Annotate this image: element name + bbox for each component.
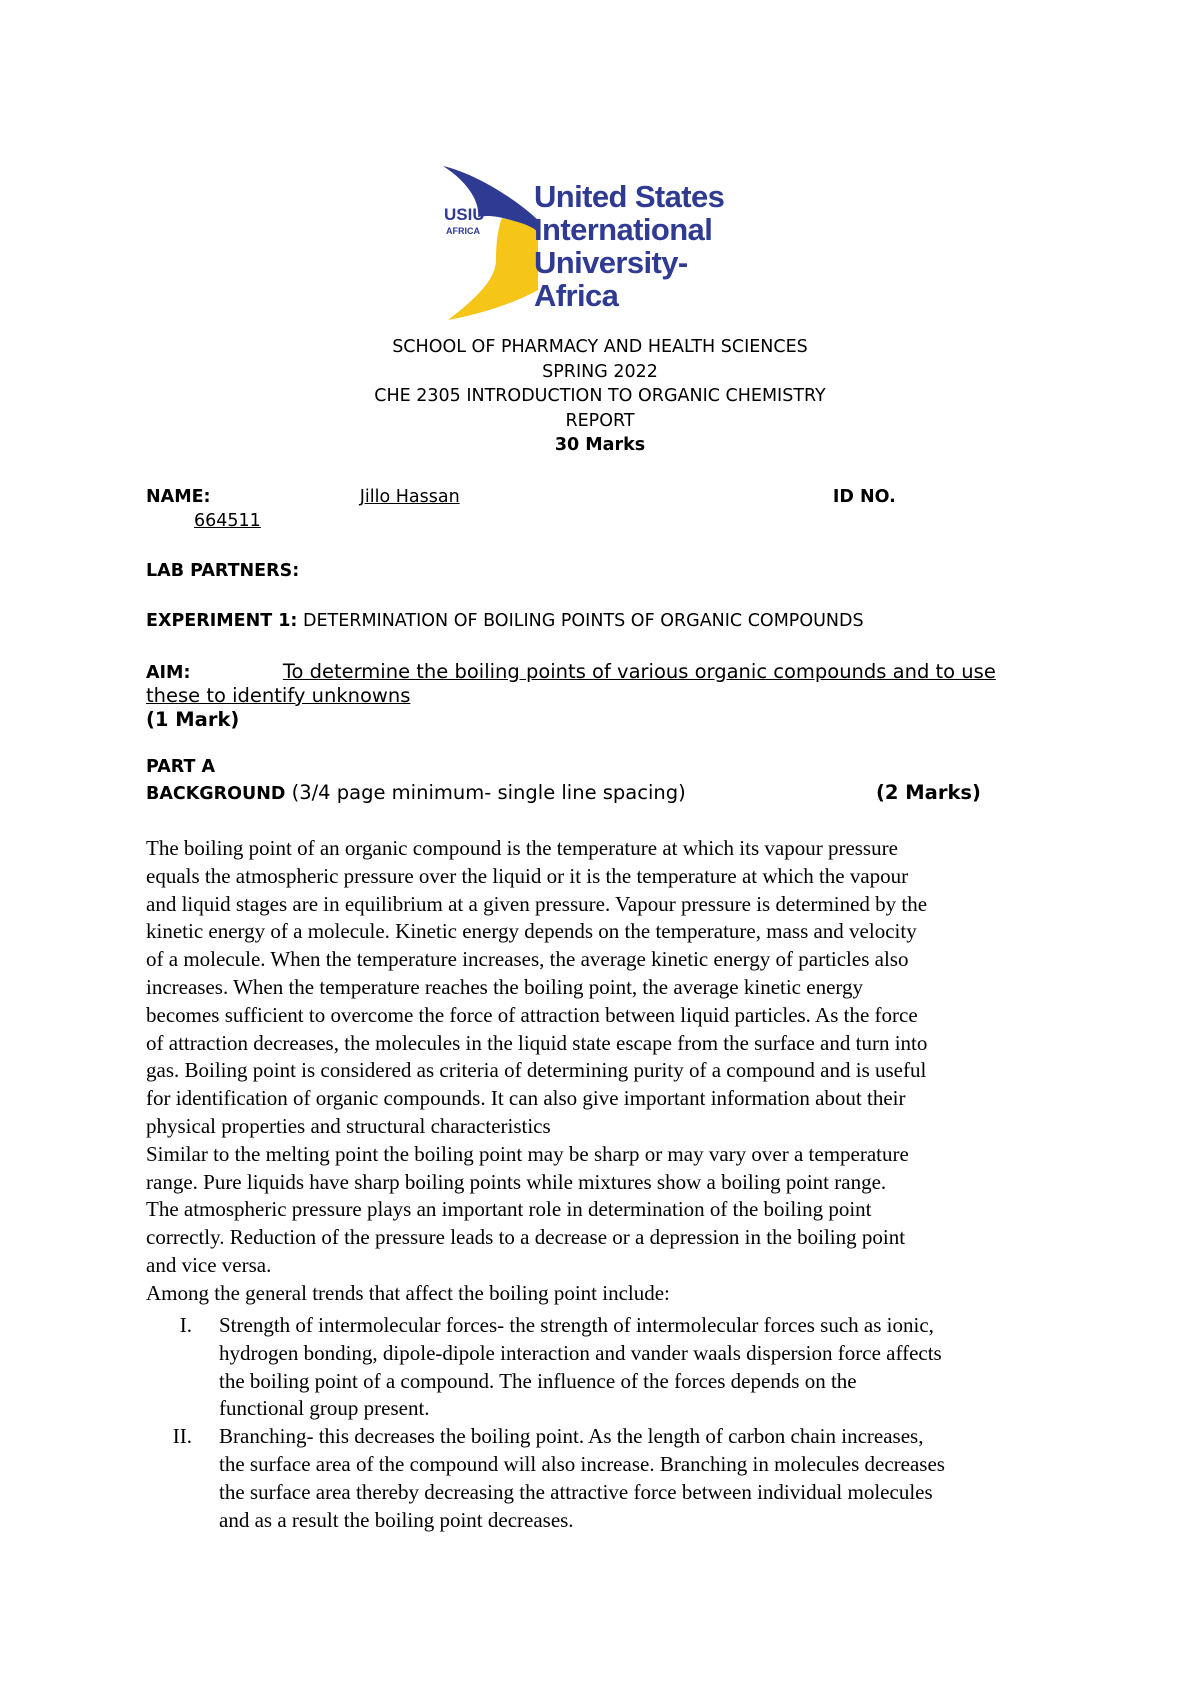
name-label: NAME: — [146, 487, 211, 507]
logo-line-3: University-Africa — [534, 245, 688, 313]
aim-text-2: these to identify unknowns — [146, 684, 411, 707]
background-line: physical properties and structural characteristics — [146, 1113, 551, 1138]
logo-badge-top: USIU — [444, 205, 485, 224]
list-numeral: II. — [172, 1424, 192, 1449]
background-line: The boiling point of an organic compound is the temperature at which its vapour pressure — [146, 836, 898, 860]
background-line: of attraction decreases, the molecules in the liquid state escape from the surface and turn into — [146, 1030, 928, 1055]
background-line: Similar to the melting point the boiling point may be sharp or may vary over a temperature — [146, 1141, 909, 1166]
list-item-line: the surface area of the compound will also increase. Branching in molecules decreases — [219, 1451, 945, 1476]
list-item-line: functional group present. — [219, 1396, 430, 1421]
list-item-line: the boiling point of a compound. The influence of the forces depends on the — [219, 1368, 857, 1393]
background-line: for identification of organic compounds. It can also give important information about their — [146, 1086, 906, 1111]
document-type: REPORT — [565, 410, 635, 431]
school-name: SCHOOL OF PHARMACY AND HEALTH SCIENCES — [392, 337, 808, 357]
logo-wordmark — [534, 180, 770, 312]
list-item-line: the surface area thereby decreasing the attractive force between individual molecules — [219, 1479, 933, 1504]
background-line: and liquid stages are in equilibrium at a given pressure. Vapour pressure is determined by the — [146, 891, 928, 916]
section-marks: (2 Marks) — [876, 781, 981, 804]
background-line: The atmospheric pressure plays an important role in determination of the boiling point — [146, 1197, 872, 1222]
experiment-title: DETERMINATION OF BOILING POINTS OF ORGANIC COMPOUNDS — [303, 611, 864, 631]
background-line: Among the general trends that affect the boiling point include: — [146, 1280, 670, 1305]
id-label: ID NO. — [832, 487, 896, 507]
background-heading — [146, 781, 686, 804]
background-line: range. Pure liquids have sharp boiling points while mixtures show a boiling point range. — [146, 1169, 887, 1194]
logo-line-2: International — [534, 212, 713, 247]
aim-marks: (1 Mark) — [146, 708, 240, 731]
background-line: kinetic energy of a molecule. Kinetic energy depends on the temperature, mass and velocity — [146, 919, 917, 944]
background-line: correctly. Reduction of the pressure leads to a decrease or a depression in the boiling point — [146, 1225, 906, 1250]
course-title: CHE 2305 INTRODUCTION TO ORGANIC CHEMISTRY — [374, 386, 826, 406]
background-line: and vice versa. — [146, 1252, 272, 1277]
aim-label: AIM: — [146, 663, 191, 683]
name-value: Jillo Hassan — [359, 487, 460, 507]
section-instruction: (3/4 page minimum- single line spacing) — [291, 781, 686, 804]
background-line: of a molecule. When the temperature increases, the average kinetic energy of particles also — [146, 947, 909, 972]
list-item — [146, 1312, 1066, 1423]
aim-line-1 — [146, 660, 996, 683]
list-item — [146, 1423, 1066, 1534]
list-item-line: and as a result the boiling point decreases. — [219, 1507, 574, 1532]
list-item-line: Branching- this decreases the boiling point. As the length of carbon chain increases, — [219, 1424, 924, 1449]
name-line — [146, 487, 896, 507]
part-label: PART A — [146, 757, 216, 777]
experiment-label: EXPERIMENT 1: — [146, 611, 298, 631]
background-line: increases. When the temperature reaches the boiling point, the average kinetic energy — [146, 974, 864, 999]
logo-badge-bottom: AFRICA — [446, 226, 480, 236]
id-value: 664511 — [194, 511, 261, 531]
usiu-logo-mark — [440, 162, 540, 322]
section-title: BACKGROUND — [146, 784, 286, 804]
report-header — [0, 335, 1200, 458]
background-text — [146, 835, 1066, 1308]
aim-text-1: To determine the boiling points of various organic compounds and to use — [282, 660, 996, 683]
term: SPRING 2022 — [542, 361, 658, 382]
logo-line-1: United States — [534, 179, 725, 214]
experiment-line — [146, 611, 864, 631]
lab-partners-label: LAB PARTNERS: — [146, 561, 300, 581]
total-marks: 30 Marks — [554, 435, 646, 455]
background-line: gas. Boiling point is considered as criteria of determining purity of a compound and is useful — [146, 1058, 927, 1083]
list-item-line: hydrogen bonding, dipole-dipole interaction and vander waals dispersion force affects — [219, 1340, 942, 1365]
background-line: becomes sufficient to overcome the force of attraction between liquid particles. As the force — [146, 1002, 918, 1027]
background-line: equals the atmospheric pressure over the liquid or it is the temperature at which the vapour — [146, 863, 909, 888]
trends-list — [146, 1312, 1066, 1534]
university-logo — [440, 162, 770, 322]
list-numeral: I. — [179, 1313, 192, 1337]
aim-line-2 — [146, 684, 1042, 707]
list-item-line: Strength of intermolecular forces- the strength of intermolecular forces such as ionic, — [219, 1313, 934, 1337]
id-line — [146, 511, 411, 531]
